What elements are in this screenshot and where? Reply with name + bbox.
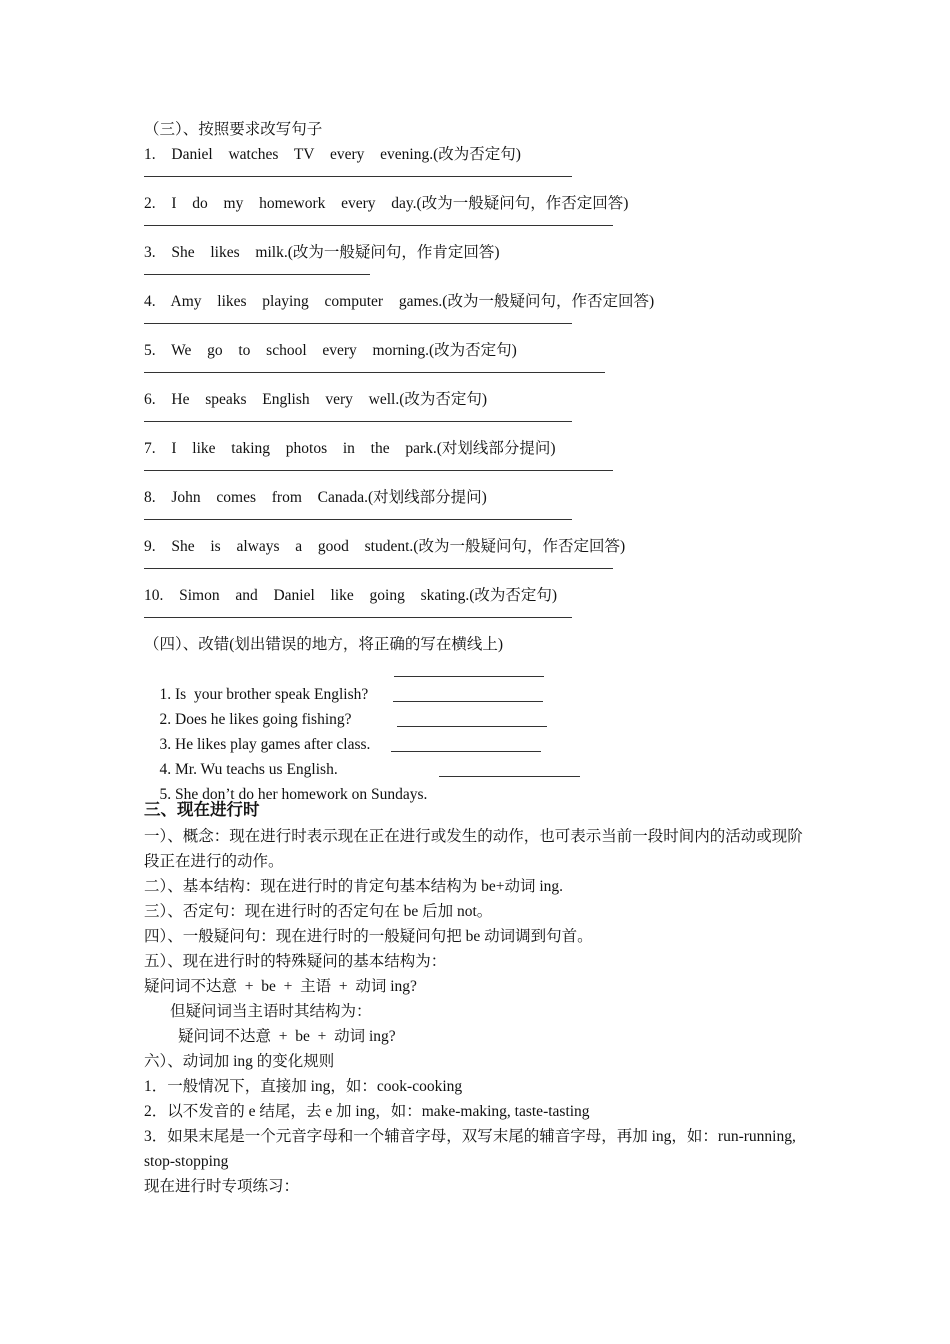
error-item-text: 1. Is your brother speak English? bbox=[159, 686, 369, 703]
error-item-text: 3. He likes play games after class. bbox=[159, 736, 371, 753]
rules-heading: 六）、动词加 ing 的变化规则 bbox=[144, 1053, 335, 1070]
practice-heading: 现在进行时专项练习： bbox=[144, 1178, 300, 1195]
error-item-3 bbox=[144, 707, 814, 753]
answer-line-1[interactable] bbox=[144, 167, 814, 191]
special-note: 但疑问词当主语时其结构为： bbox=[170, 1003, 372, 1020]
worksheet-page bbox=[144, 117, 814, 1199]
section-title: 三、现在进行时 bbox=[144, 800, 260, 819]
error-item-2 bbox=[144, 682, 814, 728]
question-1: 1. Daniel watches TV every evening.(改为否定句) bbox=[144, 146, 521, 163]
question-9: 9. She is always a good student.(改为一般疑问句，作否定回答) bbox=[144, 538, 626, 555]
question-6: 6. He speaks English very well.(改为否定句) bbox=[144, 391, 488, 408]
question-4: 4. Amy likes playing computer games.(改为一般疑问句，作否定回答) bbox=[144, 293, 655, 310]
error-answer-line[interactable] bbox=[393, 701, 543, 702]
special-formula: 疑问词不达意 + be + 主语 + 动词 ing? bbox=[144, 978, 417, 995]
answer-line-3[interactable] bbox=[144, 265, 814, 289]
answer-line-7[interactable] bbox=[144, 461, 814, 485]
question-8: 8. John comes from Canada.(对划线部分提问) bbox=[144, 489, 487, 506]
part3-heading: （三）、按照要求改写句子 bbox=[144, 121, 323, 138]
answer-line-4[interactable] bbox=[144, 314, 814, 338]
error-item-text: 5. She don’t do her homework on Sundays. bbox=[159, 786, 428, 803]
error-answer-line[interactable] bbox=[439, 776, 580, 777]
error-answer-line[interactable] bbox=[391, 751, 541, 752]
part4-heading: （四）、改错(划出错误的地方，将正确的写在横线上) bbox=[144, 636, 504, 653]
error-item-5 bbox=[144, 757, 814, 803]
question-7: 7. I like taking photos in the park.(对划线部分提问) bbox=[144, 440, 556, 457]
question-10: 10. Simon and Daniel like going skating.(改为否定句) bbox=[144, 587, 558, 604]
question-3: 3. She likes milk.(改为一般疑问句，作肯定回答) bbox=[144, 244, 500, 261]
answer-line-10[interactable] bbox=[144, 608, 814, 632]
question-text: 四）、一般疑问句：现在进行时的一般疑问句把 be 动词调到句首。 bbox=[144, 928, 593, 945]
concept-text: 一）、概念：现在进行时表示现在正在进行或发生的动作，也可表示当前一段时间内的活动或现阶段正在进行的动作。 bbox=[144, 828, 803, 870]
question-2: 2. I do my homework every day.(改为一般疑问句，作否定回答) bbox=[144, 195, 629, 212]
question-5: 5. We go to school every morning.(改为否定句) bbox=[144, 342, 517, 359]
error-item-1 bbox=[144, 657, 814, 703]
rule-3: 3．如果末尾是一个元音字母和一个辅音字母，双写末尾的辅音字母，再加 ing，如：run-running, stop-stopping bbox=[144, 1128, 796, 1170]
answer-line-9[interactable] bbox=[144, 559, 814, 583]
special-heading: 五）、现在进行时的特殊疑问的基本结构为： bbox=[144, 953, 447, 970]
error-answer-line[interactable] bbox=[397, 726, 547, 727]
rule-2: 2．以不发音的 e 结尾，去 e 加 ing，如：make-making, taste-tasting bbox=[144, 1103, 590, 1120]
error-item-text: 2. Does he likes going fishing? bbox=[159, 711, 352, 728]
structure-text: 二）、基本结构：现在进行时的肯定句基本结构为 be+动词 ing. bbox=[144, 878, 564, 895]
error-answer-line[interactable] bbox=[394, 676, 544, 677]
rule-1: 1．一般情况下，直接加 ing，如：cook-cooking bbox=[144, 1078, 463, 1095]
error-item-text: 4. Mr. Wu teachs us English. bbox=[159, 761, 338, 778]
answer-line-8[interactable] bbox=[144, 510, 814, 534]
answer-line-5[interactable] bbox=[144, 363, 814, 387]
answer-line-2[interactable] bbox=[144, 216, 814, 240]
negative-text: 三）、否定句：现在进行时的否定句在 be 后加 not。 bbox=[144, 903, 493, 920]
error-item-4 bbox=[144, 732, 814, 778]
answer-line-6[interactable] bbox=[144, 412, 814, 436]
special-formula-2: 疑问词不达意 + be + 动词 ing? bbox=[178, 1028, 396, 1045]
